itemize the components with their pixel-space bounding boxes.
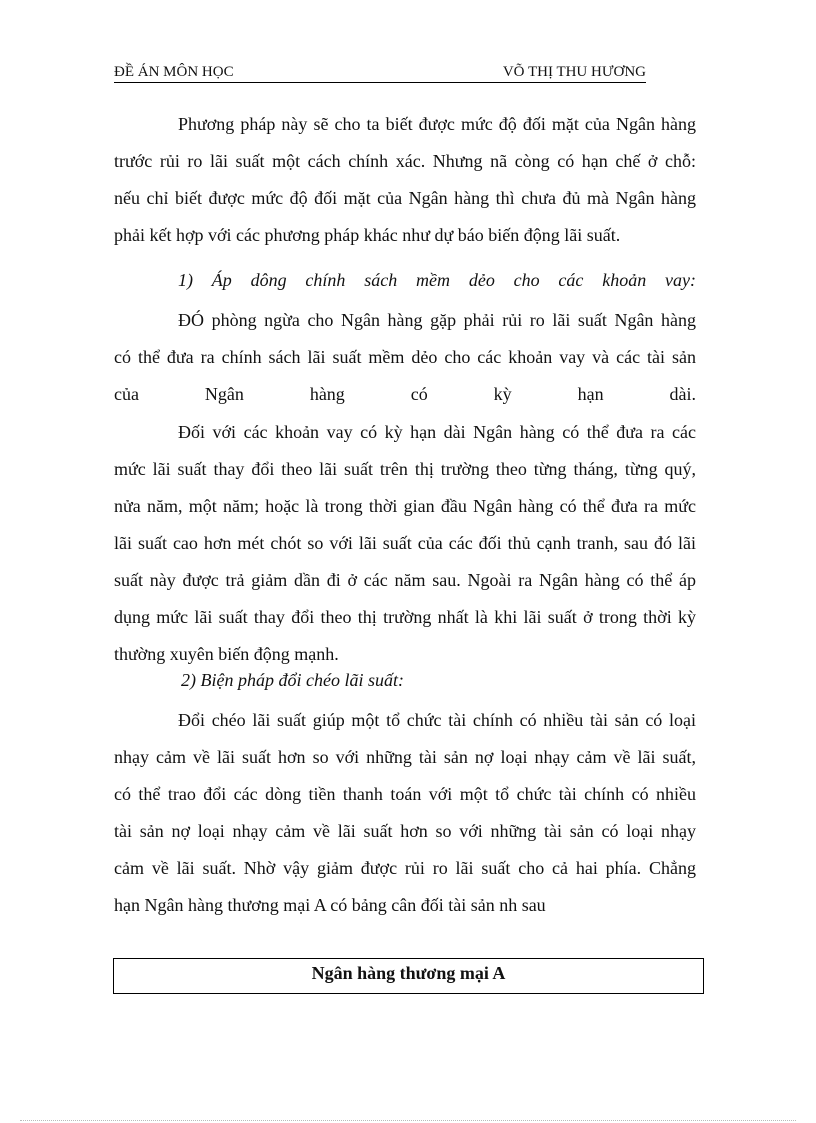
text-line: của Ngân hàng có kỳ hạn dài.: [114, 384, 696, 404]
text-line: cảm về lãi suất. Nhờ vậy giảm được rủi ro lãi suất cho cả hai phía. Chẳng: [114, 858, 696, 878]
paragraph-4: [114, 702, 696, 924]
text-line: Phương pháp này sẽ cho ta biết được mức độ đối mặt của Ngân hàng: [178, 114, 696, 134]
paragraph-3: [114, 414, 696, 673]
page-bottom-divider: [20, 1120, 796, 1121]
paragraph-1: [114, 106, 696, 254]
text-line: nếu chỉ biết được mức độ đối mặt của Ngân hàng thì chưa đủ mà Ngân hàng: [114, 188, 696, 208]
text-line: lãi suất cao hơn mét chót so với lãi suất của các đối thủ cạnh tranh, sau đó lãi: [114, 533, 696, 553]
text-line: phải kết hợp với các phương pháp khác như dự báo biến động lãi suất.: [114, 225, 621, 245]
text-line: thường xuyên biến động mạnh.: [114, 644, 339, 664]
section-heading: 1) Áp dông chính sách mềm dẻo cho các khoản vay:: [178, 270, 696, 290]
text-line: mức lãi suất thay đổi theo lãi suất trên thị trường theo từng tháng, từng quý,: [114, 459, 696, 479]
text-line: trước rủi ro lãi suất một cách chính xác. Nhưng nã còng có hạn chế ở chỗ:: [114, 151, 696, 171]
text-line: có thể trao đổi các dòng tiền thanh toán với một tổ chức tài chính có nhiều: [114, 784, 696, 804]
page-header: [114, 62, 646, 83]
text-line: Đổi chéo lãi suất giúp một tổ chức tài chính có nhiều tài sản có loại: [178, 710, 696, 730]
paragraph-2: [114, 302, 696, 413]
text-line: dụng mức lãi suất thay đổi theo thị trường nhất là khi lãi suất ở trong thời kỳ: [114, 607, 696, 627]
text-line: nhạy cảm về lãi suất hơn so với những tài sản nợ loại nhạy cảm về lãi suất,: [114, 747, 696, 767]
balance-sheet-table: [113, 958, 704, 994]
text-line: nửa năm, một năm; hoặc là trong thời gian đầu Ngân hàng có thể đưa ra mức: [114, 496, 696, 516]
text-line: hạn Ngân hàng thương mại A có bảng cân đối tài sản nh sau: [114, 895, 546, 915]
heading-2: [181, 662, 696, 699]
heading-1: [178, 262, 696, 299]
text-line: suất này được trả giảm dần đi ở các năm sau. Ngoài ra Ngân hàng có thể áp: [114, 570, 696, 590]
text-line: ĐÓ phòng ngừa cho Ngân hàng gặp phải rủi ro lãi suất Ngân hàng: [178, 310, 696, 330]
header-author-name: VÕ THỊ THU HƯƠNG: [502, 64, 646, 80]
header-course-title: ĐỀ ÁN MÔN HỌC: [114, 64, 234, 80]
text-line: có thể đưa ra chính sách lãi suất mềm dẻo cho các khoản vay và các tài sản: [114, 347, 696, 367]
table-caption: Ngân hàng thương mại A: [311, 963, 506, 983]
text-line: tài sản nợ loại nhạy cảm về lãi suất hơn so với những tài sản có loại nhạy: [114, 821, 696, 841]
text-line: Đối với các khoản vay có kỳ hạn dài Ngân hàng có thể đưa ra các: [178, 422, 696, 442]
section-heading: 2) Biện pháp đổi chéo lãi suất:: [181, 670, 404, 690]
